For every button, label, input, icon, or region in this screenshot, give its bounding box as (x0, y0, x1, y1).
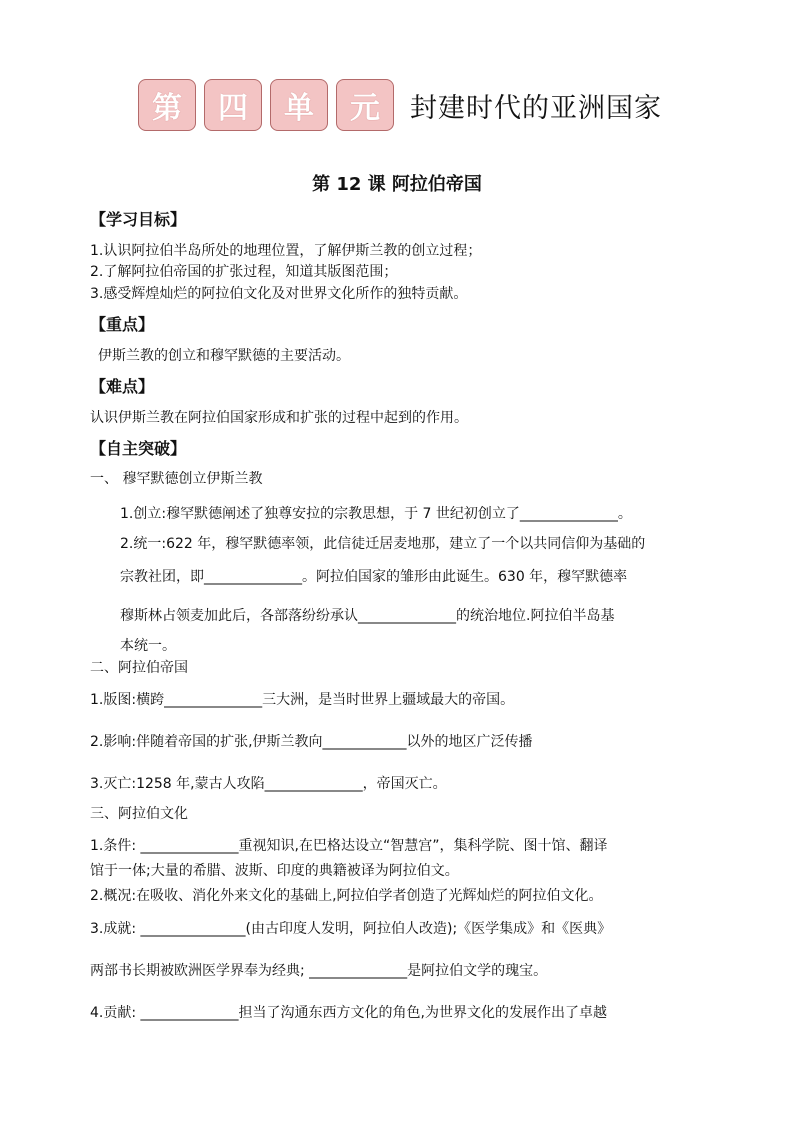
unit-title: 封建时代的亚洲国家 (410, 92, 662, 124)
part3-line: 4.贡献: ______________担当了沟通东西方文化的角色,为世界文化的发展作出了卓越 (90, 1005, 607, 1021)
goals-heading: 【学习目标】 (90, 210, 187, 229)
part1-line: 2.统一:622 年，穆罕默德率领，此信徒迁居麦地那，建立了一个以共同信仰为基础的 (120, 536, 646, 552)
unit-char-box: 四 (204, 79, 262, 131)
part3-line: 馆于一体;大量的希腊、波斯、印度的典籍被译为阿拉伯文。 (90, 863, 459, 879)
key-point-text: 伊斯兰教的创立和穆罕默德的主要活动。 (98, 348, 350, 364)
unit-char-box: 第 (138, 79, 196, 131)
part2-line: 1.版图:横跨______________三大洲，是当时世界上疆域最大的帝国。 (90, 692, 515, 708)
difficulty-text: 认识伊斯兰教在阿拉伯国家形成和扩张的过程中起到的作用。 (90, 410, 468, 426)
part3-title: 三、阿拉伯文化 (90, 806, 188, 822)
unit-char-box: 单 (270, 79, 328, 131)
part1-line: 本统一。 (120, 638, 176, 654)
self-study-heading: 【自主突破】 (90, 439, 187, 458)
part2-line: 2.影响:伴随着帝国的扩张,伊斯兰教向____________以外的地区广泛传播 (90, 734, 533, 750)
unit-banner (138, 80, 662, 130)
goal-item: 3.感受辉煌灿烂的阿拉伯文化及对世界文化所作的独特贡献。 (90, 286, 468, 302)
unit-char-box: 元 (336, 79, 394, 131)
goal-item: 2.了解阿拉伯帝国的扩张过程，知道其版图范围； (90, 264, 398, 280)
difficulty-heading: 【难点】 (90, 377, 155, 396)
part1-title: 一、 穆罕默德创立伊斯兰教 (90, 471, 263, 487)
part1-line: 宗教社团，即______________。阿拉伯国家的雏形由此诞生。630 年，穆罕默德率 (120, 569, 628, 585)
lesson-title: 第 12 课 阿拉伯帝国 (312, 174, 482, 195)
part2-title: 二、阿拉伯帝国 (90, 660, 188, 676)
part3-line: 2.概况:在吸收、消化外来文化的基础上,阿拉伯学者创造了光辉灿烂的阿拉伯文化。 (90, 888, 603, 904)
key-point-heading: 【重点】 (90, 315, 155, 334)
part1-line: 穆斯林占领麦加此后，各部落纷纷承认______________的统治地位.阿拉伯半岛基 (120, 608, 615, 624)
goal-item: 1.认识阿拉伯半岛所处的地理位置，了解伊斯兰教的创立过程； (90, 243, 482, 259)
part1-line: 1.创立:穆罕默德阐述了独尊安拉的宗教思想，于 7 世纪初创立了______________。 (120, 506, 632, 522)
part2-line: 3.灭亡:1258 年,蒙古人攻陷______________，帝国灭亡。 (90, 776, 447, 792)
part3-line: 3.成就: _______________(由古印度人发明，阿拉伯人改造);《医学集成》和《医典》 (90, 921, 612, 937)
part3-line: 两部书长期被欧洲医学界奉为经典; ______________是阿拉伯文学的瑰宝。 (90, 963, 548, 979)
part3-line: 1.条件: ______________重视知识,在巴格达设立“智慧宫”，集科学院、图十馆、翻译 (90, 838, 608, 854)
